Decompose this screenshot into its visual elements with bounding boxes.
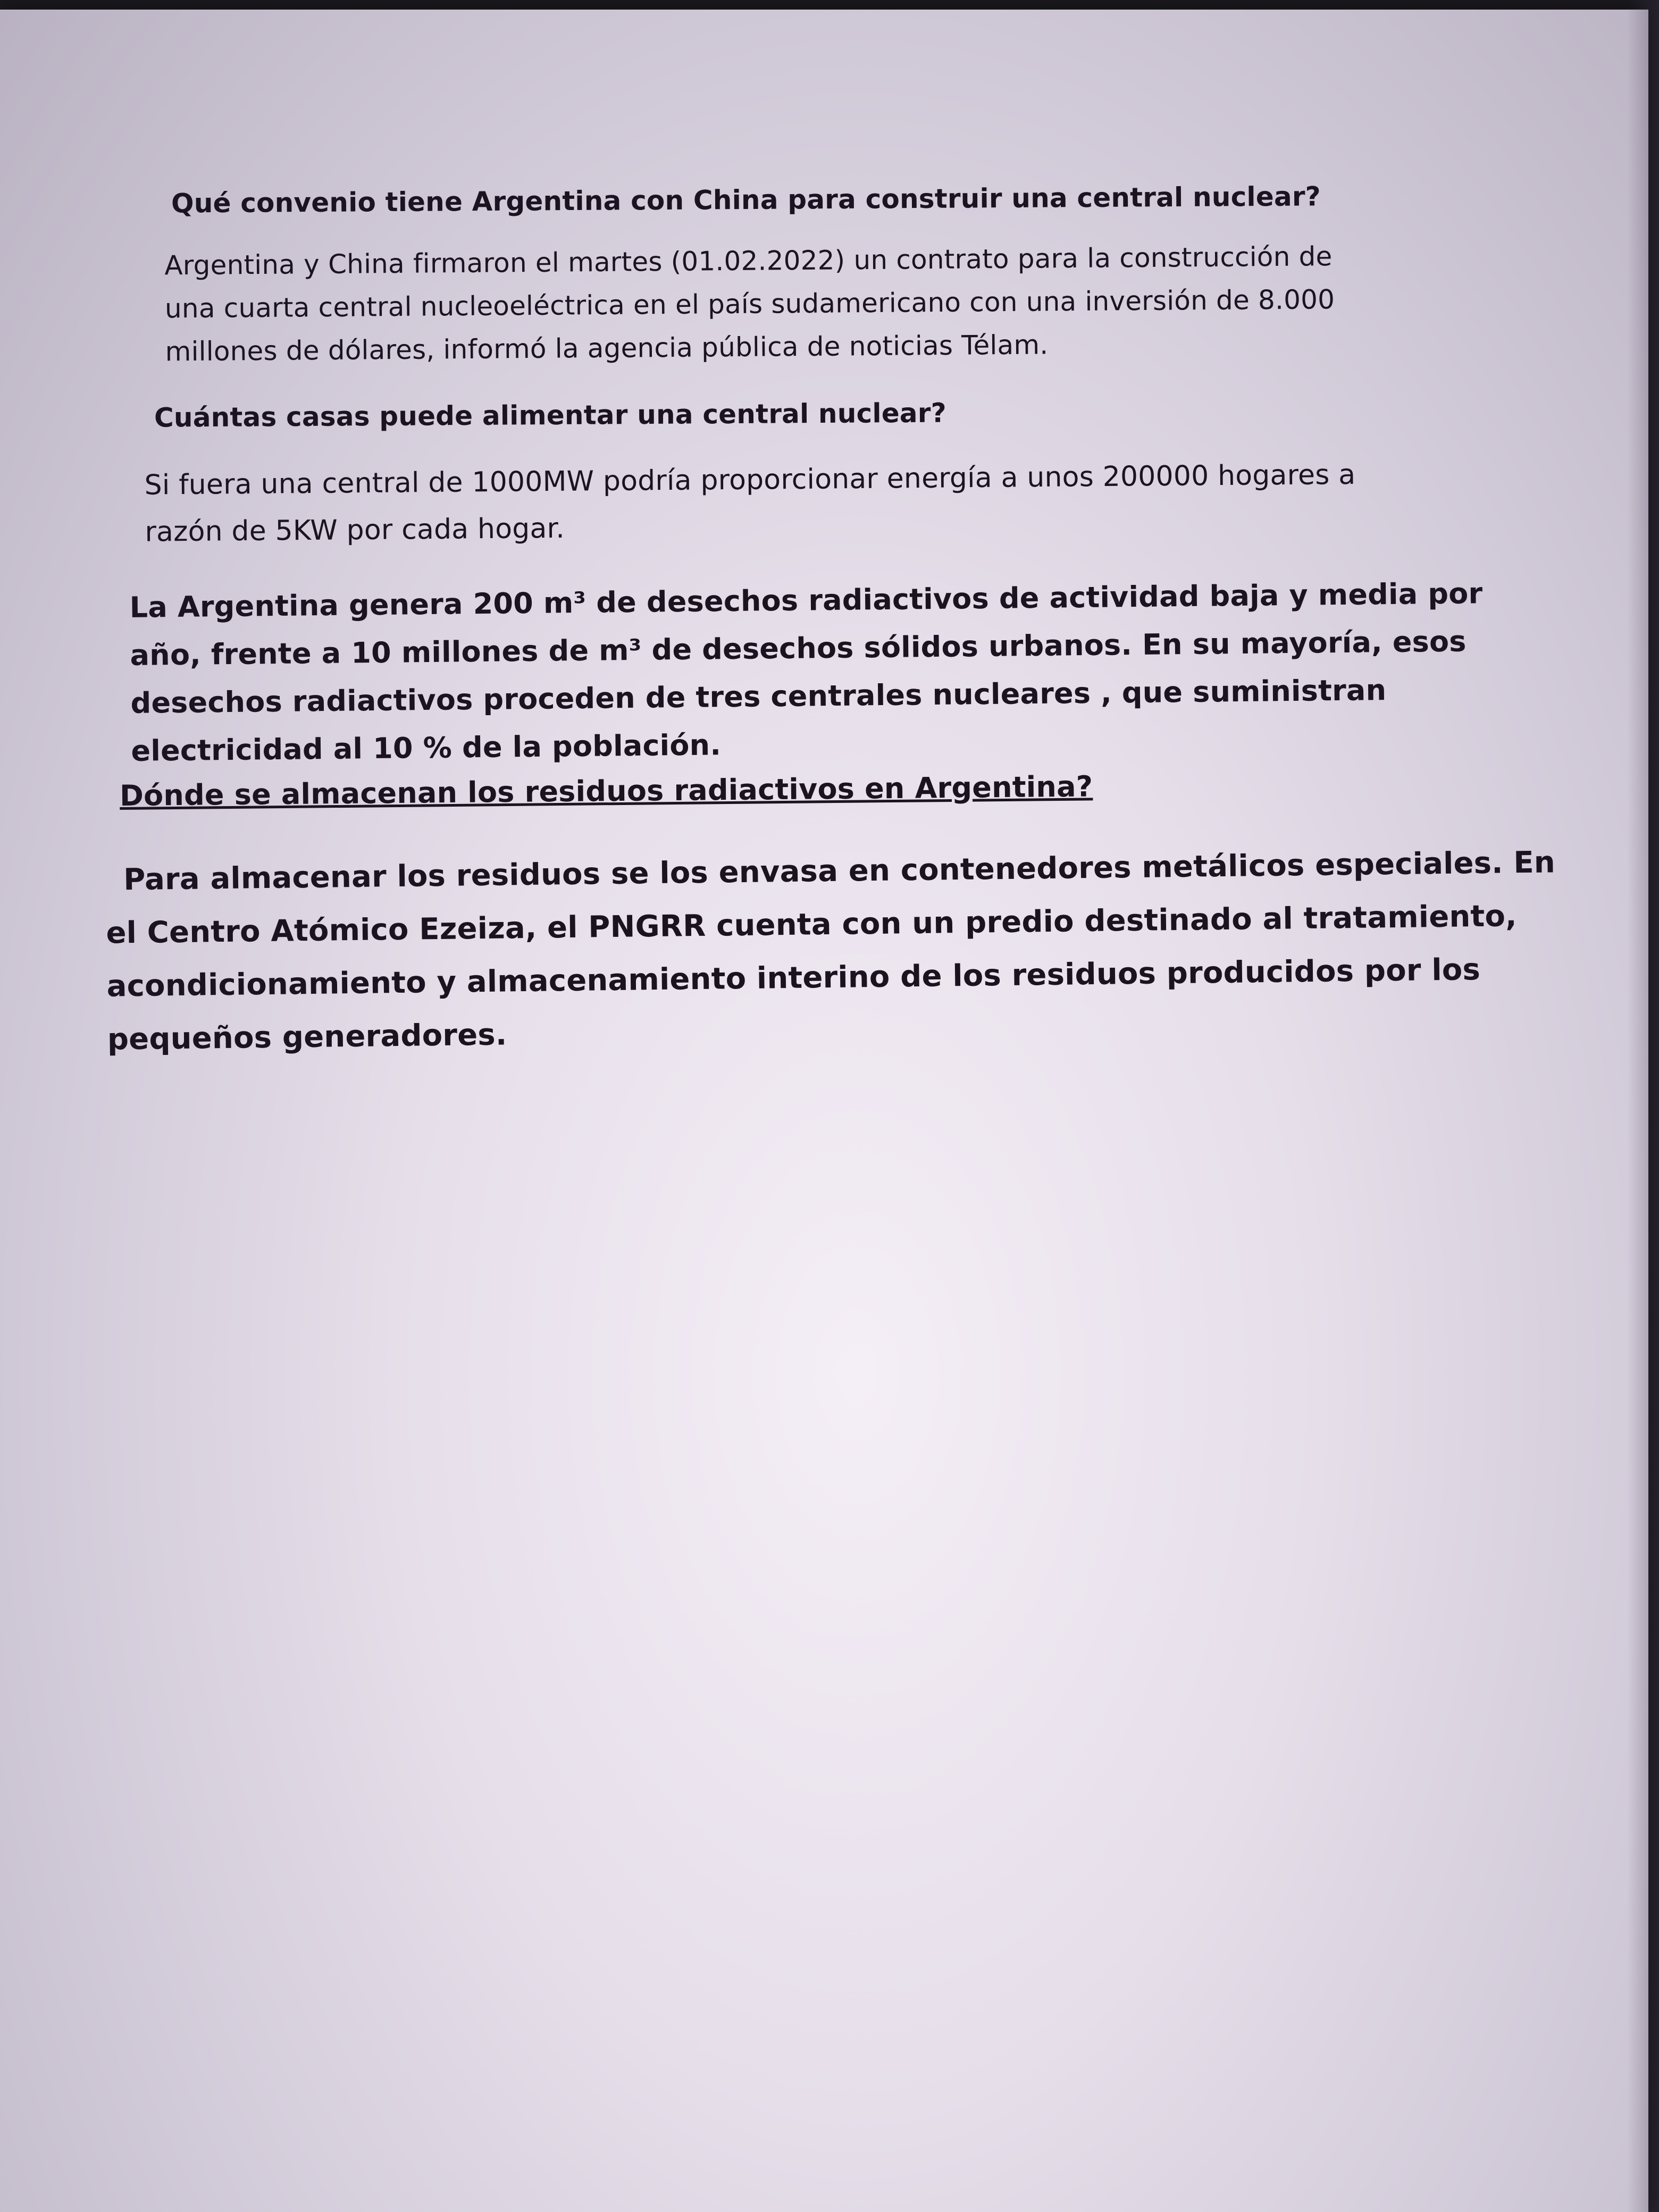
paragraph3-line: año, frente a 10 millones de m³ de desechos sólidos urbanos. En su mayoría, esos [130, 624, 1467, 672]
question-waste-storage: Dónde se almacenan los residuos radiactivos en Argentina? [119, 769, 1093, 812]
answer1-line: millones de dólares, informó la agencia pública de noticias Télam. [165, 329, 1049, 367]
question-homes-powered: Cuántas casas puede alimentar una central nuclear? [154, 397, 947, 433]
paragraph3-line: desechos radiactivos proceden de tres centrales nucleares , que suministran [130, 673, 1387, 720]
answer4-line: pequeños generadores. [107, 1017, 507, 1057]
answer4-line-text: Para almacenar los residuos se los envasa en contenedores metálicos especiales. En [123, 845, 1556, 898]
answer2-line: razón de 5KW por cada hogar. [145, 512, 565, 548]
paragraph3-line: La Argentina genera 200 m³ de desechos radiactivos de actividad baja y media por [129, 576, 1483, 624]
paragraph3-line: electricidad al 10 % de la población. [131, 728, 722, 768]
answer-waste-storage [105, 837, 1556, 1066]
paragraph-radioactive-waste [129, 570, 1483, 775]
answer2-line: Si fuera una central de 1000MW podría proporcionar energía a unos 200000 hogares a [144, 458, 1356, 501]
answer-homes-powered [144, 450, 1447, 555]
answer4-line: el Centro Atómico Ezeiza, el PNGRR cuenta con un predio destinado al tratamiento, [106, 899, 1517, 951]
answer-argentina-china-agreement [164, 234, 1442, 374]
question-argentina-china-agreement: Qué convenio tiene Argentina con China para construir una central nuclear? [171, 181, 1321, 219]
answer4-line: acondicionamiento y almacenamiento interino de los residuos producidos por los [106, 952, 1481, 1004]
answer1-line: una cuarta central nucleoeléctrica en el país sudamericano con una inversión de 8.000 [164, 284, 1335, 324]
answer1-line: Argentina y China firmaron el martes (01.02.2022) un contrato para la construcción de [164, 241, 1333, 281]
